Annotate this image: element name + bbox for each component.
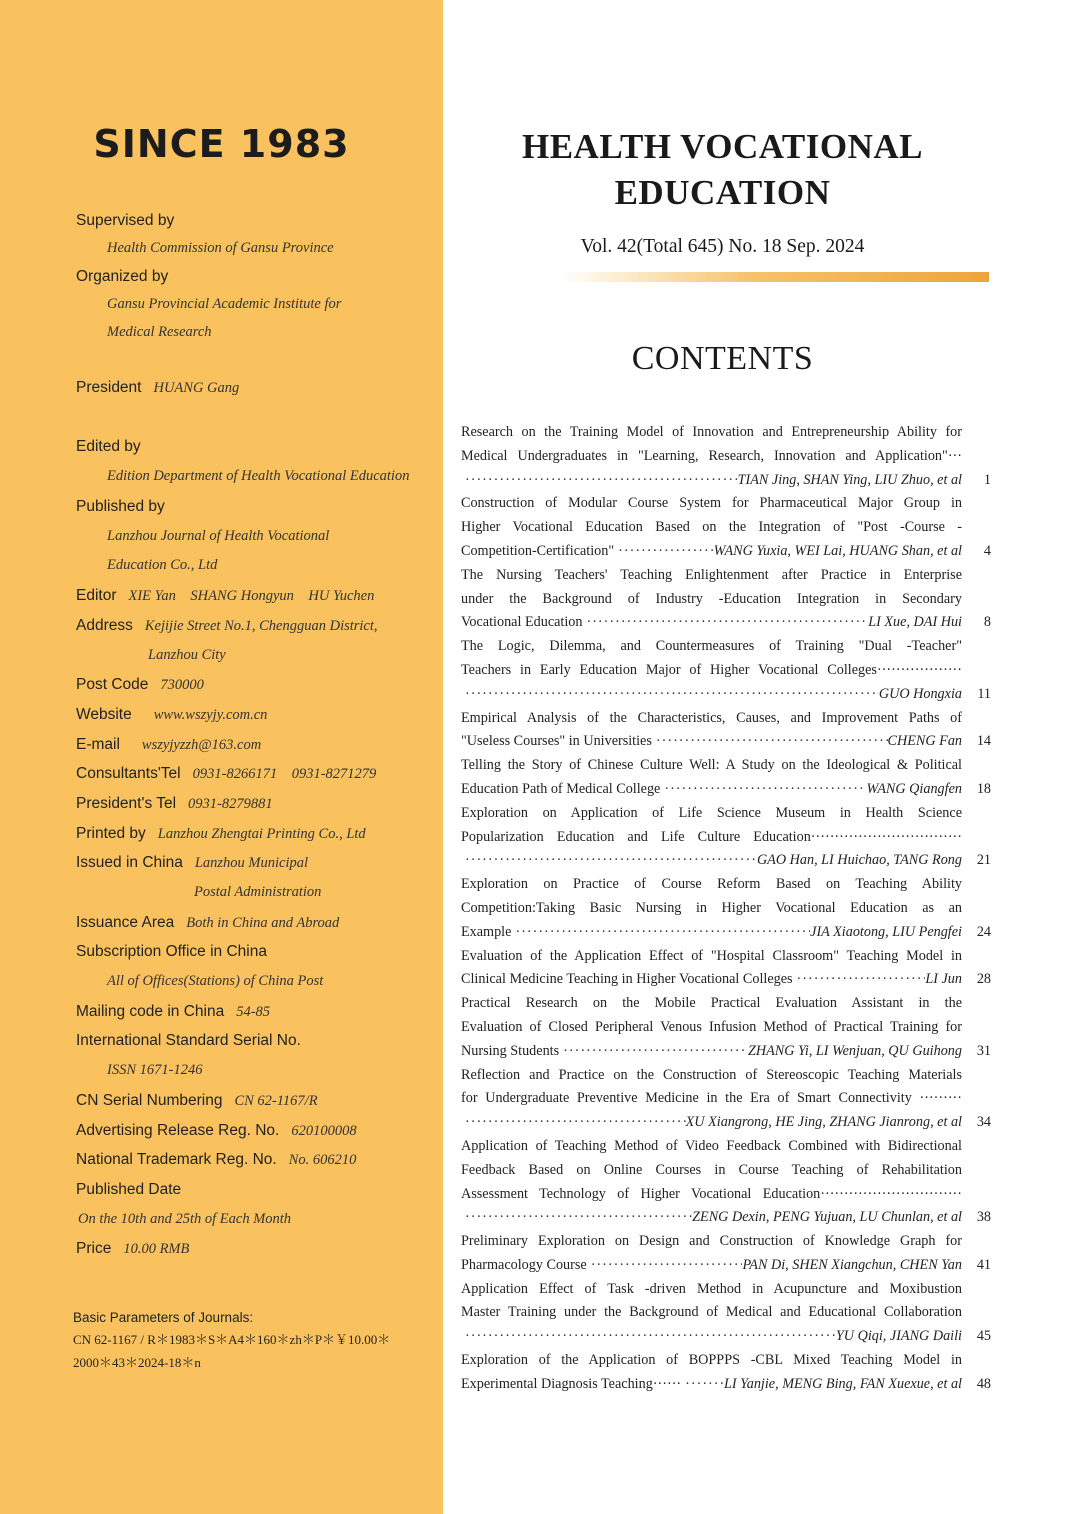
toc-entry-title-line: for Undergraduate Preventive Medicine in the Era of Smart Connectivity ·········: [461, 1090, 962, 1107]
toc-entry-authors: GAO Han, LI Huichao, TANG Rong: [756, 852, 962, 869]
issued-row: [76, 854, 308, 872]
edited-label: Edited by: [76, 438, 141, 455]
toc-entry[interactable]: [461, 1349, 991, 1397]
toc-entry-title-tail: Education Path of Medical College: [461, 780, 661, 797]
toc-entry-authors: TIAN Jing, SHAN Ying, LIU Zhuo, et al: [737, 471, 962, 488]
dot-leader: [461, 1111, 686, 1135]
dot-leader: [461, 1325, 836, 1349]
cn-row: [76, 1092, 318, 1110]
toc-entry[interactable]: [461, 707, 991, 755]
toc-entry-title-line: Empirical Analysis of the Characteristics, Causes, and Improvement Paths of: [461, 709, 962, 726]
president-tel-row: [76, 795, 273, 813]
toc-entry-page-number: 38: [976, 1209, 991, 1226]
toc-entry-page-number: 11: [977, 685, 991, 702]
toc-entry-title-line: Preliminary Exploration on Design and Construction of Knowledge Graph for: [461, 1233, 962, 1250]
toc-entry-author-line: [461, 730, 962, 754]
edited-value: Edition Department of Health Vocational Education: [107, 468, 410, 484]
president-row: [76, 379, 239, 397]
toc-entry-title-tail: Example: [461, 923, 512, 940]
toc-entry-title-line: Exploration on Practice of Course Reform Based on Teaching Ability: [461, 876, 962, 893]
journal-title-line-1: HEALTH VOCATIONAL: [521, 127, 923, 166]
table-of-contents: [461, 421, 991, 1397]
printed-row: [76, 825, 366, 843]
contents-heading: CONTENTS: [631, 340, 814, 377]
toc-entry-author-line: [461, 611, 962, 635]
postcode-value: 730000: [160, 677, 204, 693]
president-label: President: [76, 379, 142, 396]
toc-entry-page-number: 31: [976, 1042, 991, 1059]
email-row: [76, 736, 261, 754]
left-info-panel: [0, 0, 443, 1514]
consultants-label: Consultants'Tel: [76, 765, 181, 782]
printed-value: Lanzhou Zhengtai Printing Co., Ltd: [157, 826, 366, 842]
toc-entry[interactable]: [461, 1135, 991, 1230]
toc-entry-title-line: Exploration of the Application of BOPPPS -CBL Mixed Teaching Model in: [461, 1352, 962, 1369]
toc-entry-title-line: Construction of Modular Course System for Pharmaceutical Major Group in: [461, 495, 962, 512]
toc-entry-title-line: Master Training under the Background of Medical and Educational Collaboration: [461, 1304, 962, 1321]
toc-entry-title-tail: Pharmacology Course: [461, 1256, 587, 1273]
address-value-1: Kejijie Street No.1, Chengguan District,: [144, 618, 378, 634]
area-row: [76, 914, 339, 932]
organized-value-2: Medical Research: [107, 324, 212, 340]
postcode-row: [76, 676, 204, 694]
dot-leader: [652, 730, 888, 754]
organized-label: Organized by: [76, 268, 169, 285]
toc-entry-title-line: Medical Undergraduates in "Learning, Research, Innovation and Application"···: [461, 447, 962, 464]
issue-info: Vol. 42(Total 645) No. 18 Sep. 2024: [580, 236, 865, 257]
area-value: Both in China and Abroad: [186, 915, 340, 931]
toc-entry-title-line: Exploration on Application of Life Science Museum in Health Science: [461, 804, 962, 821]
toc-entry[interactable]: [461, 873, 991, 944]
toc-entry-title-line: Competition:Taking Basic Nursing in Higher Vocational Education as an: [461, 899, 962, 916]
dot-leader: [461, 683, 879, 707]
toc-entry-authors: ZENG Dexin, PENG Yujuan, LU Chunlan, et al: [692, 1209, 962, 1226]
toc-entry-page-number: 21: [976, 852, 991, 869]
pubdate-label: Published Date: [76, 1181, 182, 1198]
email-label: E-mail: [76, 736, 120, 753]
toc-entry-author-line: [461, 1040, 962, 1064]
toc-entry-page-number: 24: [976, 923, 991, 940]
mailing-row: [76, 1003, 270, 1021]
trademark-row: [76, 1151, 356, 1169]
advertising-label: Advertising Release Reg. No.: [76, 1122, 280, 1139]
toc-entry-title-line: Evaluation of Closed Peripheral Venous Infusion Method of Practical Training for: [461, 1018, 962, 1035]
toc-entry-page-number: 34: [976, 1114, 991, 1131]
toc-entry-title-tail: Nursing Students: [461, 1042, 560, 1059]
dot-leader: [582, 611, 868, 635]
toc-entry-page-number: 1: [983, 471, 991, 488]
toc-entry-title-line: Evaluation of the Application Effect of "Hospital Classroom" Teaching Model in: [461, 947, 962, 964]
toc-entry-page-number: 48: [976, 1375, 991, 1392]
mailing-value: 54-85: [236, 1004, 271, 1020]
toc-entry-author-line: [461, 540, 962, 564]
basic-parameters: [73, 1310, 433, 1374]
toc-entry-authors: CHENG Fan: [887, 733, 962, 750]
toc-entry-title-line: under the Background of Industry -Education Integration in Secondary: [461, 590, 962, 607]
price-value: 10.00 RMB: [123, 1241, 190, 1257]
website-value: www.wszyjy.com.cn: [153, 707, 268, 723]
issn-value: ISSN 1671-1246: [107, 1062, 203, 1078]
toc-entry[interactable]: [461, 945, 991, 993]
toc-entry-title-line: Telling the Story of Chinese Culture Well: A Study on the Ideological & Political: [461, 757, 962, 774]
area-label: Issuance Area: [76, 914, 175, 931]
toc-entry-title-line: Assessment Technology of Higher Vocational Education······························: [461, 1185, 962, 1202]
basic-label: Basic Parameters of Journals:: [73, 1310, 254, 1325]
toc-entry-author-line: [461, 1373, 962, 1397]
president-tel-label: President's Tel: [76, 795, 177, 812]
toc-entry-page-number: 8: [983, 614, 991, 631]
dot-leader: [461, 849, 757, 873]
toc-entry-title-line: Teachers in Early Education Major of Higher Vocational Colleges··················: [461, 661, 962, 678]
cn-label: CN Serial Numbering: [76, 1092, 223, 1109]
toc-entry-authors: LI Xue, DAI Hui: [868, 614, 962, 631]
dot-leader: [614, 540, 714, 564]
supervised-label: Supervised by: [76, 212, 175, 229]
toc-entry-authors: JIA Xiaotong, LIU Pengfei: [810, 923, 962, 940]
toc-entry-author-line: [461, 1206, 962, 1230]
toc-entry-page-number: 28: [976, 971, 991, 988]
toc-entry-author-line: [461, 1325, 962, 1349]
toc-entry-author-line: [461, 1111, 962, 1135]
president-value: HUANG Gang: [153, 380, 240, 396]
toc-entry-authors: WANG Yuxia, WEI Lai, HUANG Shan, et al: [713, 542, 962, 559]
toc-entry-title-tail: Experimental Diagnosis Teaching······: [461, 1375, 682, 1392]
published-value-2: Education Co., Ltd: [107, 557, 218, 573]
editor-label: Editor: [76, 587, 117, 604]
since-heading: SINCE 1983: [93, 122, 350, 166]
toc-entry-page-number: 18: [976, 780, 991, 797]
toc-entry-title-line: Research on the Training Model of Innovation and Entrepreneurship Ability for: [461, 424, 962, 440]
toc-entry[interactable]: [461, 492, 991, 563]
issued-value-1: Lanzhou Municipal: [194, 855, 309, 871]
toc-entry-authors: LI Yanjie, MENG Bing, FAN Xuexue, et al: [723, 1375, 962, 1392]
toc-entry-authors: YU Qiqi, JIANG Daili: [835, 1328, 962, 1345]
journal-title: [470, 124, 975, 216]
issued-label: Issued in China: [76, 854, 183, 871]
toc-entry-page-number: 4: [983, 542, 991, 559]
consultants-value: 0931-8266171 0931-8271279: [192, 766, 377, 782]
price-label: Price: [76, 1240, 112, 1257]
address-label: Address: [76, 617, 133, 634]
address-value-2: Lanzhou City: [148, 647, 226, 663]
toc-entry-author-line: [461, 469, 962, 493]
president-tel-value: 0931-8279881: [188, 796, 273, 812]
orange-divider: [562, 272, 989, 282]
toc-entry-author-line: [461, 683, 962, 707]
subscription-value: All of Offices(Stations) of China Post: [107, 973, 324, 989]
issued-value-2: Postal Administration: [194, 884, 322, 900]
toc-entry[interactable]: [461, 754, 991, 802]
trademark-value: No. 606210: [288, 1152, 357, 1168]
advertising-value: 620100008: [291, 1123, 357, 1139]
toc-entry-authors: XU Xiangrong, HE Jing, ZHANG Jianrong, et al: [685, 1114, 962, 1131]
toc-entry-page-number: 14: [976, 733, 991, 750]
toc-entry-title-line: The Logic, Dilemma, and Countermeasures of Training "Dual -Teacher": [461, 638, 962, 655]
toc-entry-page-number: 41: [976, 1256, 991, 1273]
basic-value-1: CN 62-1167 / R＊1983＊S＊A4＊160＊zh＊P＊￥10.00＊: [73, 1332, 391, 1347]
toc-entry-title-line: Application Effect of Task -driven Method in Acupuncture and Moxibustion: [461, 1280, 962, 1297]
toc-entry-authors: WANG Qiangfen: [866, 780, 962, 797]
advertising-row: [76, 1122, 357, 1140]
cn-value: CN 62-1167/R: [234, 1093, 318, 1109]
mailing-label: Mailing code in China: [76, 1003, 225, 1020]
journal-title-line-2: EDUCATION: [614, 173, 831, 212]
dot-leader: [793, 968, 926, 992]
toc-entry-title-line: Practical Research on the Mobile Practical Evaluation Assistant in the: [461, 995, 962, 1012]
toc-entry-authors: PAN Di, SHEN Xiangchun, CHEN Yan: [742, 1256, 962, 1273]
toc-entry-title-tail: Clinical Medicine Teaching in Higher Vocational Colleges: [461, 971, 793, 988]
printed-label: Printed by: [76, 825, 146, 842]
basic-value-2: 2000＊43＊2024-18＊n: [73, 1355, 201, 1370]
toc-entry-authors: ZHANG Yi, LI Wenjuan, QU Guihong: [747, 1042, 962, 1059]
organized-value-1: Gansu Provincial Academic Institute for: [107, 296, 342, 312]
toc-entry-author-line: [461, 968, 962, 992]
toc-entry-title-line: Feedback Based on Online Courses in Course Teaching of Rehabilitation: [461, 1161, 962, 1178]
toc-entry-title-tail: "Useless Courses" in Universities: [461, 733, 652, 750]
published-value-1: Lanzhou Journal of Health Vocational: [107, 528, 330, 544]
dot-leader: [587, 1254, 743, 1278]
toc-entry[interactable]: [461, 564, 991, 635]
dot-leader: [660, 778, 866, 802]
pubdate-value: On the 10th and 25th of Each Month: [78, 1211, 292, 1227]
toc-entry[interactable]: [461, 635, 991, 706]
toc-entry[interactable]: [461, 802, 991, 873]
dot-leader: [559, 1040, 748, 1064]
toc-entry-authors: GUO Hongxia: [878, 685, 962, 702]
dot-leader: [511, 921, 810, 945]
published-label: Published by: [76, 498, 165, 515]
editor-row: [76, 587, 374, 605]
toc-entry-page-number: 45: [976, 1328, 991, 1345]
editor-value: XIE Yan SHANG Hongyun HU Yuchen: [128, 588, 375, 604]
subscription-label: Subscription Office in China: [76, 943, 267, 960]
issn-label: International Standard Serial No.: [76, 1032, 301, 1049]
dot-leader: [681, 1373, 724, 1397]
price-row: [76, 1240, 189, 1258]
toc-entry[interactable]: [461, 1230, 991, 1278]
toc-entry-title-tail: Competition-Certification": [461, 542, 615, 559]
address-row: [76, 617, 378, 635]
toc-entry-title-tail: Vocational Education: [461, 614, 583, 631]
trademark-label: National Trademark Reg. No.: [76, 1151, 277, 1168]
toc-entry[interactable]: [461, 421, 991, 492]
toc-entry-author-line: [461, 1254, 962, 1278]
toc-entry-author-line: [461, 849, 962, 873]
toc-entry-authors: LI Jun: [925, 971, 962, 988]
toc-entry-title-line: Reflection and Practice on the Construction of Stereoscopic Teaching Materials: [461, 1066, 962, 1083]
toc-entry[interactable]: [461, 1064, 991, 1135]
toc-entry-title-line: Popularization Education and Life Culture Education································: [461, 828, 962, 845]
website-row: [76, 706, 267, 724]
dot-leader: [461, 469, 738, 493]
toc-entry[interactable]: [461, 1278, 991, 1349]
consultants-row: [76, 765, 376, 783]
toc-entry-title-line: Higher Vocational Education Based on the Integration of "Post -Course -: [461, 519, 962, 536]
toc-entry-author-line: [461, 778, 962, 802]
postcode-label: Post Code: [76, 676, 149, 693]
dot-leader: [461, 1206, 692, 1230]
toc-entry-title-line: Application of Teaching Method of Video Feedback Combined with Bidirectional: [461, 1137, 962, 1154]
toc-entry[interactable]: [461, 992, 991, 1063]
supervised-value: Health Commission of Gansu Province: [107, 240, 334, 256]
toc-entry-title-line: The Nursing Teachers' Teaching Enlightenment after Practice in Enterprise: [461, 566, 962, 583]
email-value: wszyjyzzh@163.com: [141, 737, 262, 753]
website-label: Website: [76, 706, 132, 723]
toc-entry-author-line: [461, 921, 962, 945]
